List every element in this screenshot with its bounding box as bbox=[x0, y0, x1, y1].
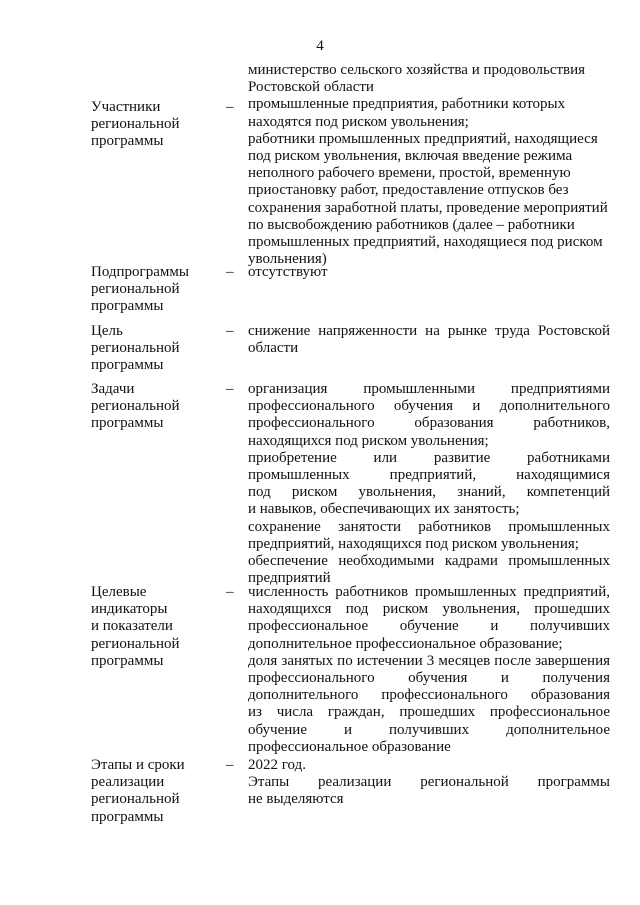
row-label-line: региональной bbox=[91, 791, 180, 808]
row-text-line: численность работников промышленных предприятий, bbox=[248, 584, 610, 600]
row-text-line: сохранение занятости работников промышленных bbox=[248, 518, 610, 535]
row-label bbox=[91, 381, 216, 433]
row-text-line: области bbox=[248, 340, 299, 357]
row-text-line: не выделяются bbox=[248, 791, 344, 808]
row-text-line: профессиональное образование bbox=[248, 738, 451, 755]
row-text bbox=[248, 381, 610, 587]
row-text-line: сохранения заработной платы, проведение мероприятий bbox=[248, 199, 608, 216]
row-label bbox=[91, 99, 216, 151]
row-text-line: Ростовской области bbox=[248, 79, 374, 96]
row-label-line: региональной bbox=[91, 281, 180, 298]
row-dash: – bbox=[226, 323, 234, 339]
row-dash: – bbox=[226, 381, 234, 397]
row-text-line: профессиональное обучение и получивших bbox=[248, 618, 610, 635]
row-text-line: приобретение или развитие работниками bbox=[248, 449, 610, 466]
row-label bbox=[91, 323, 216, 375]
row-label-line: Этапы и сроки bbox=[91, 757, 185, 773]
row-text-line: под риском увольнения, включая введение режима bbox=[248, 148, 573, 165]
row-label-line: Подпрограммы bbox=[91, 264, 189, 280]
row-text-line: Этапы реализации региональной программы bbox=[248, 774, 610, 791]
row-text-line: профессионального обучения и дополнительного bbox=[248, 398, 610, 415]
row-dash: – bbox=[226, 99, 234, 115]
row-text-line: предприятий bbox=[248, 570, 331, 587]
row-text-line: неполного рабочего времени, простой, временную bbox=[248, 165, 571, 182]
row-text-line: 2022 год. bbox=[248, 757, 306, 773]
row-label-line: программы bbox=[91, 298, 164, 315]
row-text-line: приостановку работ, предоставление отпусков без bbox=[248, 182, 569, 199]
row-dash: – bbox=[226, 757, 234, 773]
row-text-line: промышленные предприятия, работники которых bbox=[248, 96, 566, 113]
row-text-line: работники промышленных предприятий, находящиеся bbox=[248, 130, 598, 147]
row-dash: – bbox=[226, 264, 234, 280]
row-text bbox=[248, 62, 610, 268]
row-label-line: региональной bbox=[91, 398, 180, 415]
row-label-line: программы bbox=[91, 808, 164, 825]
row-label-line: Целевые bbox=[91, 584, 147, 600]
row-text-line: и навыков, обеспечивающих их занятость; bbox=[248, 501, 520, 518]
row-label-line: Цель bbox=[91, 323, 123, 339]
row-text-line: снижение напряженности на рынке труда Ростовской bbox=[248, 323, 610, 339]
row-text-line: профессионального образования работников, bbox=[248, 415, 610, 432]
row-text bbox=[248, 757, 610, 809]
row-label-line: Задачи bbox=[91, 381, 135, 397]
row-text-line: промышленных предприятий, находящимися bbox=[248, 467, 610, 484]
row-text-line: под риском увольнения, знаний, компетенций bbox=[248, 484, 610, 501]
row-text-line: доля занятых по истечении 3 месяцев после завершения bbox=[248, 652, 610, 669]
row-label bbox=[91, 584, 216, 670]
row-text-line: находящихся под риском увольнения; bbox=[248, 432, 489, 449]
row-text-line: организация промышленными предприятиями bbox=[248, 381, 610, 397]
row-text-line: министерство сельского хозяйства и продовольствия bbox=[248, 62, 586, 78]
row-text-line: обучение и получивших дополнительное bbox=[248, 721, 610, 738]
row-text-line: увольнения) bbox=[248, 251, 327, 268]
row-text-line: дополнительного профессионального образования bbox=[248, 687, 610, 704]
row-label bbox=[91, 757, 216, 826]
row-text-line: предприятий, находящихся под риском увольнения; bbox=[248, 535, 579, 552]
row-label-line: и показатели bbox=[91, 618, 173, 635]
row-label-line: региональной bbox=[91, 116, 180, 133]
row-label-line: реализации bbox=[91, 774, 165, 791]
page-number: 4 bbox=[316, 38, 324, 54]
row-text-line: из числа граждан, прошедших профессиональное bbox=[248, 704, 610, 721]
row-text-line: отсутствуют bbox=[248, 264, 328, 280]
row-label-line: Участники bbox=[91, 99, 161, 115]
row-text bbox=[248, 584, 610, 756]
row-label-line: программы bbox=[91, 652, 164, 669]
row-text-line: находятся под риском увольнения; bbox=[248, 113, 469, 130]
row-text-line: находящихся под риском увольнения, прошедших bbox=[248, 601, 610, 618]
row-text-line: по высвобождению работников (далее – работники bbox=[248, 216, 575, 233]
row-text-line: обеспечение необходимыми кадрами промышленных bbox=[248, 553, 610, 570]
row-label-line: региональной bbox=[91, 340, 180, 357]
row-text bbox=[248, 264, 610, 281]
row-label bbox=[91, 264, 216, 316]
row-text-line: дополнительное профессиональное образование; bbox=[248, 635, 563, 652]
row-label-line: региональной bbox=[91, 635, 180, 652]
row-text-line: промышленных предприятий, находящиеся под риском bbox=[248, 234, 603, 251]
row-text-line: профессионального обучения и получения bbox=[248, 670, 610, 687]
row-label-line: программы bbox=[91, 415, 164, 432]
row-label-line: программы bbox=[91, 357, 164, 374]
row-label-line: программы bbox=[91, 133, 164, 150]
row-dash: – bbox=[226, 584, 234, 600]
row-text bbox=[248, 323, 610, 357]
row-label-line: индикаторы bbox=[91, 601, 168, 618]
